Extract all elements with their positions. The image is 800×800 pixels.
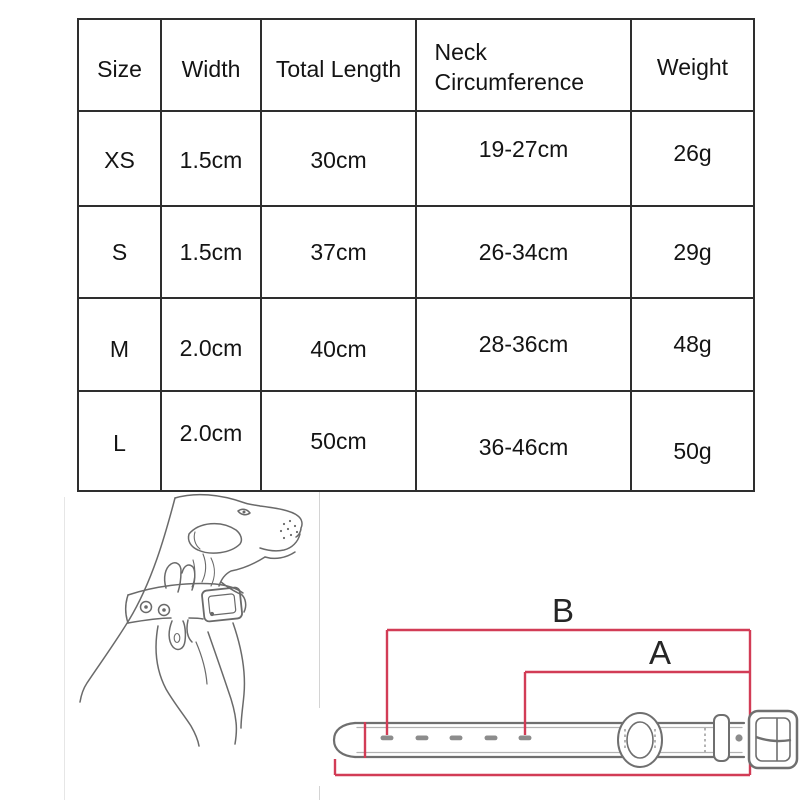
cell-value: L <box>113 429 126 456</box>
cell-s-width <box>161 206 261 298</box>
col-header-width-label: Width <box>181 55 241 82</box>
cell-value: XS <box>104 147 135 173</box>
col-header-weight <box>631 19 754 111</box>
label-total-length-b: B <box>551 592 575 629</box>
cell-xs-size <box>78 111 161 206</box>
cell-value: 1.5cm <box>179 238 243 265</box>
cell-value: S <box>111 238 128 265</box>
cell-value: 2.0cm <box>179 419 243 446</box>
table-row-l <box>78 391 754 491</box>
cell-value: 2.0cm <box>179 335 243 361</box>
cell-xs-total-length <box>261 111 416 206</box>
cell-s-total-length <box>261 206 416 298</box>
size-chart-table <box>77 18 755 492</box>
col-header-weight-label: Weight <box>656 53 729 80</box>
cell-value: M <box>109 336 130 362</box>
cell-value: 1.5cm <box>179 147 243 173</box>
cell-xs-neck <box>416 111 631 206</box>
cell-value: 30cm <box>310 147 367 173</box>
cell-value: 50cm <box>310 427 367 454</box>
col-header-size <box>78 19 161 111</box>
dog-sketch-lines <box>80 495 302 746</box>
table-row-xs <box>78 111 754 206</box>
table-row-s <box>78 206 754 298</box>
collar-hardware-sketch <box>618 711 797 768</box>
cell-value: 37cm <box>310 238 367 265</box>
cell-value: 26g <box>673 140 712 166</box>
col-header-width <box>161 19 261 111</box>
cell-value: 48g <box>673 331 712 357</box>
cell-m-width <box>161 298 261 391</box>
header-row <box>78 19 754 111</box>
cell-xs-width <box>161 111 261 206</box>
dog-head-collar-fit-hand-sketch-icon <box>55 490 325 800</box>
collar-strap-sketch <box>334 723 744 757</box>
cell-m-neck <box>416 298 631 391</box>
collar-holes <box>381 736 532 741</box>
col-header-neck-circumference-label: Neck Circumference <box>434 38 585 95</box>
cell-m-total-length <box>261 298 416 391</box>
cell-value: 19-27cm <box>478 136 569 162</box>
cell-value: 28-36cm <box>478 331 569 357</box>
label-adjustable-length-a: A <box>648 634 672 671</box>
cell-xs-weight <box>631 111 754 206</box>
table-row-m <box>78 298 754 391</box>
col-header-total-length <box>261 19 416 111</box>
cell-value: 26-34cm <box>478 238 569 265</box>
cell-s-neck <box>416 206 631 298</box>
cell-m-size <box>78 298 161 391</box>
cell-l-size <box>78 391 161 491</box>
cell-value: 50g <box>673 437 712 464</box>
cell-m-weight <box>631 298 754 391</box>
cell-value: 29g <box>673 238 712 265</box>
cell-value: 40cm <box>310 336 367 362</box>
cell-value: 36-46cm <box>478 433 569 460</box>
col-header-size-label: Size <box>97 55 142 82</box>
measurement-lines <box>335 630 750 775</box>
cell-s-size <box>78 206 161 298</box>
cell-l-width <box>161 391 261 491</box>
cell-l-neck <box>416 391 631 491</box>
col-header-total-length-label: Total Length <box>275 55 402 82</box>
collar-measurement-diagram <box>325 560 800 795</box>
cell-l-total-length <box>261 391 416 491</box>
col-header-neck-circumference <box>416 19 631 111</box>
cell-l-weight <box>631 391 754 491</box>
cell-s-weight <box>631 206 754 298</box>
